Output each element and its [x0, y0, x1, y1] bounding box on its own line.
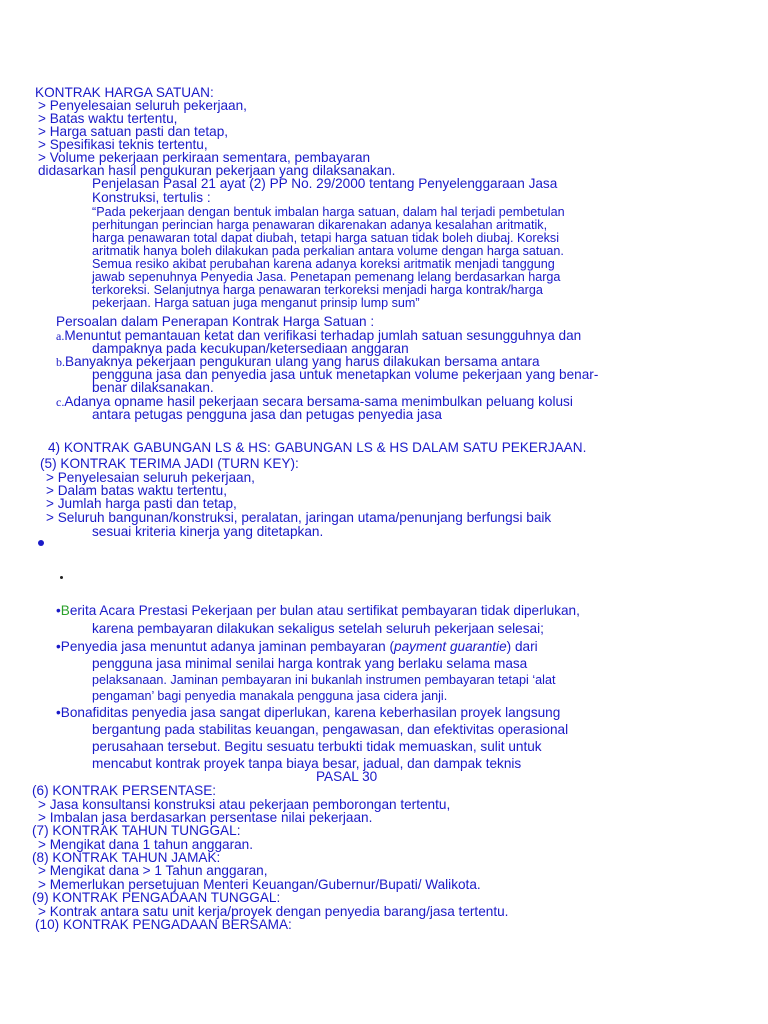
problem-text: antara petugas pengguna jasa dan petugas penyedia jasa: [92, 407, 442, 422]
heading-kontrak-tahun-jamak: (8) KONTRAK TAHUN JAMAK:: [32, 850, 221, 865]
heading-kontrak-pengadaan-tunggal: (9) KONTRAK PENGADAAN TUNGGAL:: [32, 890, 281, 905]
bullet-bonafiditas: •Bonafiditas penyedia jasa sangat diperlukan, karena keberhasilan proyek langsung: [56, 705, 561, 720]
list-item: > Mengikat dana 1 tahun anggaran.: [38, 837, 254, 852]
list-item: didasarkan hasil pengukuran pekerjaan yang dilaksanakan.: [38, 163, 396, 178]
list-item: > Penyelesaian seluruh pekerjaan,: [38, 98, 247, 113]
list-item: > Spesifikasi teknis tertentu,: [38, 137, 208, 152]
explanation-heading: Konstruksi, tertulis :: [92, 190, 211, 205]
heading-kontrak-persentase: (6) KONTRAK PERSENTASE:: [32, 783, 217, 798]
problem-label: c.: [56, 395, 65, 409]
bullet-dot: [60, 576, 63, 579]
bullet-text: ) dari: [506, 639, 538, 654]
list-item: > Mengikat dana > 1 Tahun anggaran,: [38, 863, 268, 878]
bullet-text: Penyedia jasa menuntut adanya jaminan pembayaran (: [60, 639, 395, 654]
quote-line: harga penawaran total dapat diubah, tetapi harga satuan tidak boleh diubaj. Koreksi: [92, 231, 560, 245]
bullet-text: bergantung pada stabilitas keuangan, pengawasan, dan efektivitas operasional: [92, 722, 569, 737]
problems-heading: Persoalan dalam Penerapan Kontrak Harga Satuan :: [56, 314, 375, 329]
list-item: > Imbalan jasa berdasarkan persentase nilai pekerjaan.: [38, 810, 373, 825]
pasal-heading: PASAL 30: [316, 769, 378, 784]
problem-text: benar dilaksanakan.: [92, 380, 214, 395]
list-item: > Harga satuan pasti dan tetap,: [38, 124, 229, 139]
list-item: > Penyelesaian seluruh pekerjaan,: [46, 470, 255, 485]
problem-text: Adanya opname hasil pekerjaan secara bersama-sama menimbulkan peluang kolusi: [64, 394, 573, 409]
heading-kontrak-terima-jadi: (5) KONTRAK TERIMA JADI (TURN KEY):: [40, 456, 299, 471]
quote-line: pekerjaan. Harga satuan juga menganut prinsip lump sum”: [92, 296, 420, 310]
bullet-text: pengguna jasa minimal senilai harga kontrak yang berlaku selama masa: [92, 656, 528, 671]
bullet-text: mencabut kontrak proyek tanpa biaya besar, jadual, dan dampak teknis: [92, 756, 522, 771]
bullet-text: pelaksanaan. Jaminan pembayaran ini bukanlah instrumen pembayaran tetapi ‘alat: [92, 673, 556, 687]
bullet-text: karena pembayaran dilakukan sekaligus setelah seluruh pekerjaan selesai;: [92, 621, 544, 636]
list-item: > Batas waktu tertentu,: [38, 111, 178, 126]
heading-kontrak-gabungan: 4) KONTRAK GABUNGAN LS & HS: GABUNGAN LS & HS DALAM SATU PEKERJAAN.: [48, 440, 587, 455]
bullet-berita-acara: •Berita Acara Prestasi Pekerjaan per bulan atau sertifikat pembayaran tidak diperlukan,: [56, 603, 580, 618]
list-item: > Seluruh bangunan/konstruksi, peralatan, jaringan utama/penunjang berfungsi baik: [46, 510, 552, 525]
list-item: > Volume pekerjaan perkiraan sementara, pembayaran: [38, 150, 371, 165]
list-item: > Jumlah harga pasti dan tetap,: [46, 496, 237, 511]
highlight-letter: B: [60, 603, 70, 618]
list-item: > Jasa konsultansi konstruksi atau pekerjaan pemborongan tertentu,: [38, 797, 451, 812]
list-item: > Dalam batas waktu tertentu,: [46, 483, 227, 498]
bullet-text: pengaman’ bagi penyedia manakala pengguna jasa cidera janji.: [92, 689, 448, 703]
quote-line: perhitungan perincian harga penawaran dikarenakan adanya kesalahan aritmatik,: [92, 218, 548, 232]
bullet-emphasis: payment guarantie: [394, 639, 507, 654]
quote-line: Semua resiko akibat perubahan karena adanya koreksi aritmatik menjadi tanggung: [92, 257, 555, 271]
list-item: > Memerlukan persetujuan Menteri Keuangan/Gubernur/Bupati/ Walikota.: [38, 877, 481, 892]
quote-line: aritmatik hanya boleh dilakukan pada perkalian antara volume dengan harga satuan.: [92, 244, 564, 258]
bullet-jaminan-pembayaran: •Penyedia jasa menuntut adanya jaminan pembayaran (payment guarantie) dari: [56, 639, 538, 654]
bullet-text: perusahaan tersebut. Begitu sesuatu terbukti tidak memuaskan, sulit untuk: [92, 739, 542, 754]
problem-text: Banyaknya pekerjaan pengukuran ulang yang harus dilakukan bersama antara: [65, 354, 540, 369]
list-item: > Kontrak antara satu unit kerja/proyek dengan penyedia barang/jasa tertentu.: [38, 904, 509, 919]
bullet-text: Bonafiditas penyedia jasa sangat diperlukan, karena keberhasilan proyek langsung: [60, 705, 561, 720]
problem-label: a.: [56, 329, 65, 343]
quote-line: jawab sepenuhnya Penyedia Jasa. Penetapan pemenang lelang berdasarkan harga: [92, 270, 561, 284]
explanation-heading: Penjelasan Pasal 21 ayat (2) PP No. 29/2000 tentang Penyelenggaraan Jasa: [92, 176, 558, 191]
problem-text: dampaknya pada kecukupan/ketersediaan anggaran: [92, 341, 409, 356]
bullet-dot: [38, 540, 44, 546]
bullet-text: erita Acara Prestasi Pekerjaan per bulan atau sertifikat pembayaran tidak diperlukan,: [69, 603, 580, 618]
list-item-continuation: sesuai kriteria kinerja yang ditetapkan.: [92, 524, 324, 539]
problem-text: pengguna jasa dan penyedia jasa untuk menetapkan volume pekerjaan yang benar-: [92, 367, 599, 382]
problem-label: b.: [56, 355, 65, 369]
problem-text: Menuntut pemantauan ketat dan verifikasi terhadap jumlah satuan sesungguhnya dan: [64, 328, 582, 343]
heading-kontrak-tahun-tunggal: (7) KONTRAK TAHUN TUNGGAL:: [32, 823, 241, 838]
heading-kontrak-harga-satuan: KONTRAK HARGA SATUAN:: [35, 85, 214, 100]
quote-line: terkoreksi. Selanjutnya harga penawaran terkoreksi menjadi harga kontrak/harga: [92, 283, 543, 297]
heading-kontrak-pengadaan-bersama: (10) KONTRAK PENGADAAN BERSAMA:: [35, 917, 292, 932]
quote-line: “Pada pekerjaan dengan bentuk imbalan harga satuan, dalam hal terjadi pembetulan: [92, 205, 565, 219]
